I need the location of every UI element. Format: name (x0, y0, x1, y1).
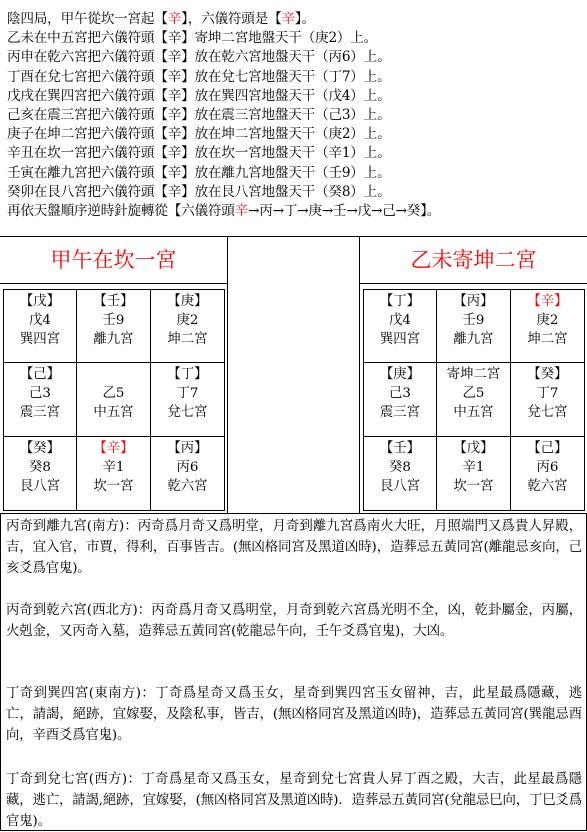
right-panel (359, 237, 587, 514)
palace-cell (77, 363, 151, 437)
palace-name: 坎一宮 (93, 479, 134, 494)
earth-stem: 丁7 (536, 386, 559, 401)
paragraph: 丁奇到巽四宮(東南方)：丁奇爲星奇又爲玉女，星奇到巽四宮玉女留神，吉，此星最爲隱藏，逃亡，請謁，絕跡，宜嫁娶，及陰私事，皆吉，(無凶格同宮及黑道凶時)，造葬忌五黃同宮(巽龍忌酉向，辛酉爻爲官鬼)。 (6, 686, 582, 743)
paragraph: 丁奇到兌七宮(西方)：丁奇爲星奇又爲玉女，星奇到兌七宮貴人昇丁酉之殿，大吉，此星最爲隱藏，逃亡，請謁,絕跡，宜嫁娶，(無凶格同宮及黑道凶時)．造葬忌五黃同宮(兌龍忌巳向，丁巳爻爲官鬼)。 (6, 772, 582, 829)
earth-stem: 辛1 (462, 460, 485, 475)
heaven-stem: 【癸】 (19, 441, 61, 456)
earth-stem: 庚2 (176, 313, 199, 328)
palace-cell (511, 289, 585, 363)
heaven-stem: 【庚】 (167, 294, 208, 309)
earth-stem: 丙6 (536, 460, 559, 475)
earth-stem: 辛1 (102, 460, 125, 475)
intro-line (7, 87, 585, 106)
earth-stem: 丁7 (176, 386, 199, 401)
intro-text: 庚子在坤二宮把六儀符頭【辛】放在坤二宮地盤天干（庚2）上。 (7, 126, 391, 143)
intro-block (7, 10, 585, 221)
earth-stem: 乙5 (102, 386, 125, 401)
palace-cell (511, 363, 585, 437)
intro-text: 辛丑在坎一宮把六儀符頭【辛】放在坎一宮地盤天干（辛1）上。 (7, 145, 391, 162)
palace-name: 坎一宮 (453, 479, 494, 494)
highlight-text: 辛 (234, 203, 249, 220)
earth-stem: 丙6 (176, 460, 199, 475)
right-panel-title: 乙未寄坤二宮 (410, 248, 537, 272)
intro-text: 】。 (294, 11, 315, 27)
palace-cell (363, 289, 437, 363)
highlight-text: 辛 (281, 11, 295, 27)
heaven-stem: 【癸】 (527, 367, 568, 382)
heaven-stem: 【丙】 (167, 441, 208, 456)
palace-name: 乾六宮 (527, 479, 568, 494)
palace-cell (511, 437, 585, 511)
heaven-stem: 【戊】 (453, 441, 494, 456)
heaven-stem: 【辛】 (93, 441, 134, 456)
intro-text: 陰四局，甲午從坎一宮起【 (7, 11, 168, 27)
highlight-text: 辛 (167, 11, 182, 27)
earth-stem: 壬9 (462, 313, 485, 328)
palace-cell (363, 363, 437, 437)
earth-stem: 庚2 (536, 313, 559, 328)
palace-name: 震三宮 (379, 405, 421, 420)
palace-name: 巽四宮 (379, 332, 421, 347)
palace-name: 兌七宮 (527, 405, 568, 420)
right-panel-divider (360, 283, 587, 284)
earth-stem: 乙5 (462, 386, 485, 401)
heaven-stem: 【丁】 (379, 294, 421, 309)
intro-text: →丙→丁→庚→壬→戊→己→癸】。 (248, 203, 441, 220)
palace-cell (77, 289, 151, 363)
palace-cell (437, 363, 511, 437)
intro-text: 】，六儀符頭是【 (181, 11, 282, 27)
palace-cell (77, 437, 151, 511)
intro-line (7, 106, 585, 125)
palace-cell (3, 289, 77, 363)
palace-name: 巽四宮 (19, 332, 61, 347)
earth-stem: 癸8 (29, 460, 51, 475)
intro-text: 己亥在震三宮把六儀符頭【辛】放在震三宮地盤天干（己3）上。 (7, 107, 391, 124)
intro-line (7, 144, 585, 163)
heaven-stem: 寄坤二宮 (446, 367, 501, 382)
left-panel-title: 甲午在坎一宮 (50, 248, 177, 272)
intro-line (7, 29, 585, 48)
heaven-stem (77, 365, 150, 384)
heaven-stem: 【壬】 (379, 441, 421, 456)
palace-cell (151, 363, 225, 437)
intro-line (7, 125, 585, 144)
intro-line (7, 48, 585, 67)
heaven-stem: 【辛】 (527, 294, 568, 309)
palace-name: 乾六宮 (167, 479, 208, 494)
heaven-stem: 【己】 (527, 441, 568, 456)
commentary-box (0, 514, 587, 831)
palace-name: 坤二宮 (527, 332, 568, 347)
heaven-stem: 【丁】 (167, 367, 208, 382)
paragraph: 丙奇到離九宮(南方)：丙奇爲月奇又爲明堂，月奇到離九宮爲南火大旺，月照端門又爲貴人昇殿，吉，宜入官，市賈，得利，百事皆吉。(無凶格同宮及黑道凶時)，造葬忌五黃同宮(離龍忌亥向，己亥爻爲官鬼)。 (6, 519, 582, 576)
earth-stem: 戊4 (389, 313, 411, 328)
palace-cell (3, 363, 77, 437)
palace-name: 震三宮 (19, 405, 61, 420)
left-panel-divider (0, 283, 227, 284)
earth-stem: 壬9 (102, 313, 125, 328)
intro-line (7, 10, 585, 29)
right-palace-grid (363, 289, 585, 511)
intro-text: 再依天盤順序逆時針旋轉從【六儀符頭 (7, 203, 235, 220)
intro-text: 壬寅在離九宮把六儀符頭【辛】放在離九宮地盤天干（壬9）上。 (7, 164, 391, 181)
left-palace-grid (3, 289, 225, 511)
intro-line (7, 68, 585, 87)
palace-cell (363, 437, 437, 511)
left-panel (0, 237, 228, 514)
paragraph: 丙奇到乾六宮(西北方)：丙奇爲月奇又爲明堂，月奇到乾六宮爲光明不全，凶，乾卦屬金，丙屬，火剋金，又丙奇入墓，造葬忌五黃同宮(乾龍忌午向，壬午爻爲官鬼)，大凶。 (6, 603, 582, 639)
intro-text: 戊戌在巽四宮把六儀符頭【辛】放在巽四宮地盤天干（戊4）上。 (7, 87, 391, 104)
earth-stem: 戊4 (29, 313, 51, 328)
heaven-stem: 【庚】 (379, 367, 421, 382)
heaven-stem: 【壬】 (93, 294, 134, 309)
palace-cell (3, 437, 77, 511)
palace-name: 中五宮 (93, 405, 134, 420)
palace-cell (437, 437, 511, 511)
palace-name: 離九宮 (93, 332, 134, 347)
heaven-stem: 【丙】 (453, 294, 494, 309)
palace-name: 兌七宮 (167, 405, 208, 420)
intro-line (7, 164, 585, 183)
heaven-stem: 【戊】 (19, 294, 61, 309)
palace-cell (151, 289, 225, 363)
palace-cell (151, 437, 225, 511)
palace-name: 離九宮 (453, 332, 494, 347)
earth-stem: 癸8 (389, 460, 411, 475)
heaven-stem: 【己】 (19, 367, 61, 382)
intro-text: 丙申在乾六宮把六儀符頭【辛】放在乾六宮地盤天干（丙6）上。 (7, 49, 391, 66)
intro-text: 癸卯在艮八宮把六儀符頭【辛】放在艮八宮地盤天干（癸8）上。 (7, 183, 391, 200)
palace-name: 艮八宮 (379, 479, 421, 494)
palace-name: 艮八宮 (19, 479, 61, 494)
palace-name: 中五宮 (453, 405, 494, 420)
intro-text: 乙未在中五宮把六儀符頭【辛】寄坤二宮地盤天干（庚2）上。 (7, 30, 378, 47)
chart-board (0, 236, 587, 514)
intro-line (7, 202, 585, 221)
intro-line (7, 183, 585, 202)
earth-stem: 己3 (389, 386, 411, 401)
earth-stem: 己3 (29, 386, 51, 401)
intro-text: 丁酉在兌七宮把六儀符頭【辛】放在兌七宮地盤天干（丁7）上。 (7, 68, 391, 85)
palace-cell (437, 289, 511, 363)
palace-name: 坤二宮 (167, 332, 208, 347)
